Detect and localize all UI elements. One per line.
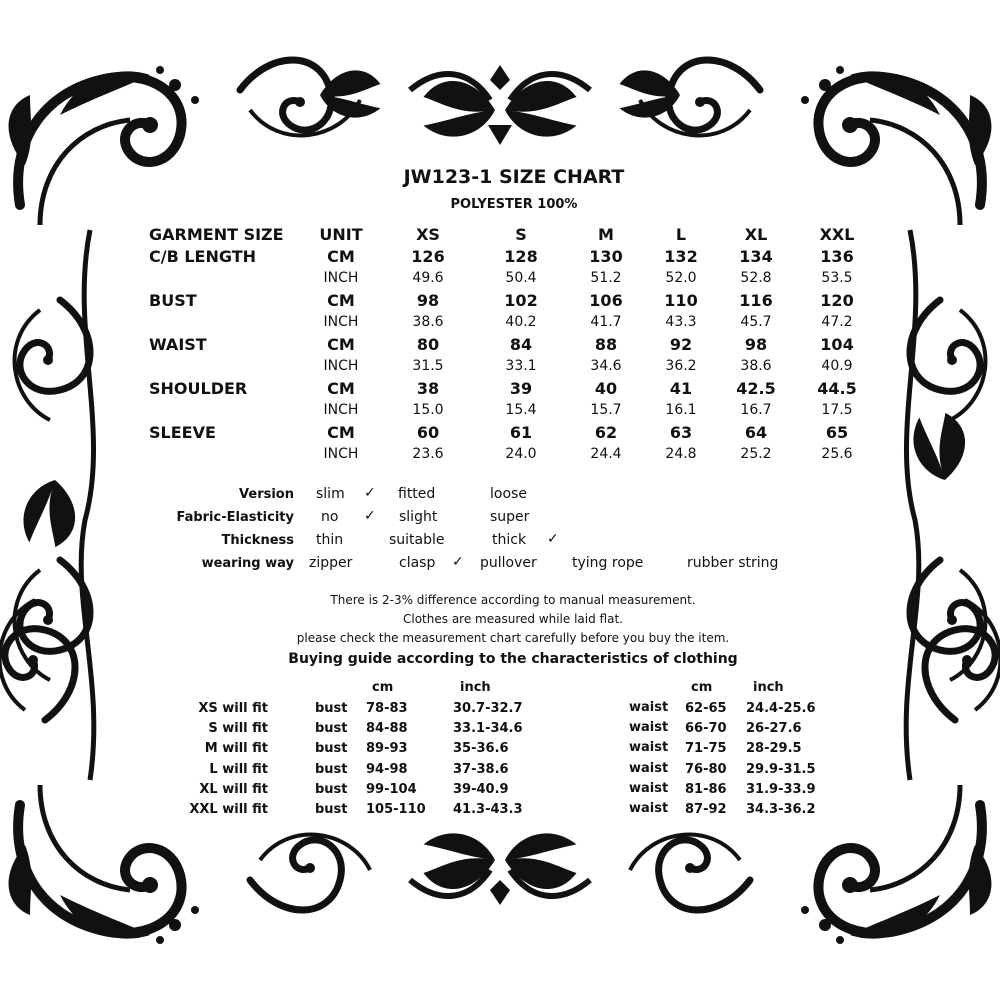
sleeve-cm-l: 63 <box>669 423 693 442</box>
bust-inch-xl: 45.7 <box>740 314 772 330</box>
guide-bust-cm: 84-88 <box>366 721 408 736</box>
guide-bust-cm: 78-83 <box>366 701 408 716</box>
option-version-loose: loose <box>490 486 527 502</box>
guide-waist-inch: 34.3-36.2 <box>746 802 816 817</box>
guide-waist-inch: 28-29.5 <box>746 741 802 756</box>
bust-cm-m: 106 <box>589 291 623 310</box>
unit-inch-c-b-length: INCH <box>323 270 359 286</box>
row-label-waist: WAIST <box>149 335 207 354</box>
sleeve-cm-xs: 60 <box>416 423 440 442</box>
guide-waist-label: waist <box>629 801 669 816</box>
guide-fit-label: M will fit <box>204 741 268 756</box>
option-wearing-way-pullover: pullover <box>480 555 537 571</box>
guide-waist-label: waist <box>629 781 669 796</box>
shoulder-cm-xxl: 44.5 <box>817 379 857 398</box>
guide-bust-cm-header: cm <box>372 680 394 695</box>
bust-inch-m: 41.7 <box>590 314 622 330</box>
option-version-slim: slim <box>316 486 345 502</box>
guide-bust-inch: 33.1-34.6 <box>453 721 523 736</box>
option-wearing-way-rubber-string: rubber string <box>687 555 779 571</box>
shoulder-cm-s: 39 <box>509 379 533 398</box>
feature-label-thickness: Thickness <box>221 533 294 548</box>
bust-inch-xxl: 47.2 <box>821 314 853 330</box>
note-laid-flat: Clothes are measured while laid flat. <box>403 612 623 626</box>
guide-bust-inch: 41.3-43.3 <box>453 802 523 817</box>
guide-bust-cm: 94-98 <box>366 762 408 777</box>
guide-bust-inch: 37-38.6 <box>453 762 509 777</box>
sleeve-cm-s: 61 <box>509 423 533 442</box>
feature-label-version: Version <box>239 487 294 502</box>
c-b-length-inch-l: 52.0 <box>665 270 697 286</box>
guide-bust-cm: 99-104 <box>366 782 417 797</box>
check-mark-icon: ✓ <box>452 554 464 570</box>
sleeve-inch-m: 24.4 <box>590 446 622 462</box>
waist-inch-m: 34.6 <box>590 358 622 374</box>
unit-cm-bust: CM <box>327 291 355 310</box>
note-measurement-difference: There is 2-3% difference according to manual measurement. <box>330 593 696 607</box>
option-version-fitted: fitted <box>398 486 436 502</box>
guide-bust-label: bust <box>315 802 348 817</box>
c-b-length-inch-xxl: 53.5 <box>821 270 853 286</box>
guide-waist-cm: 66-70 <box>685 721 727 736</box>
waist-cm-l: 92 <box>669 335 693 354</box>
bust-cm-xxl: 120 <box>820 291 854 310</box>
waist-inch-l: 36.2 <box>665 358 697 374</box>
sleeve-inch-xs: 23.6 <box>412 446 444 462</box>
c-b-length-cm-xxl: 136 <box>820 247 854 266</box>
guide-waist-inch: 31.9-33.9 <box>746 782 816 797</box>
option-fabric-elasticity-no: no <box>321 509 339 525</box>
guide-bust-label: bust <box>315 741 348 756</box>
header-garment-size: GARMENT SIZE <box>149 225 284 244</box>
c-b-length-inch-xl: 52.8 <box>740 270 772 286</box>
sleeve-cm-xxl: 65 <box>825 423 849 442</box>
feature-label-fabric-elasticity: Fabric-Elasticity <box>176 510 294 525</box>
bust-inch-xs: 38.6 <box>412 314 444 330</box>
guide-fit-label: XL will fit <box>199 782 268 797</box>
header-size-xl: XL <box>744 225 768 244</box>
feature-label-wearing-way: wearing way <box>201 556 294 571</box>
c-b-length-cm-xs: 126 <box>411 247 445 266</box>
unit-inch-waist: INCH <box>323 358 359 374</box>
bust-inch-l: 43.3 <box>665 314 697 330</box>
waist-inch-xxl: 40.9 <box>821 358 853 374</box>
shoulder-inch-m: 15.7 <box>590 402 622 418</box>
note-check-chart: please check the measurement chart carefully before you buy the item. <box>296 631 730 645</box>
c-b-length-inch-xs: 49.6 <box>412 270 444 286</box>
guide-fit-label: XXL will fit <box>189 802 268 817</box>
sleeve-inch-s: 24.0 <box>505 446 537 462</box>
waist-inch-xs: 31.5 <box>412 358 444 374</box>
guide-waist-cm-header: cm <box>691 680 713 695</box>
guide-fit-label: L will fit <box>209 762 268 777</box>
header-size-xxl: XXL <box>819 225 855 244</box>
bust-cm-s: 102 <box>504 291 538 310</box>
row-label-c-b-length: C/B LENGTH <box>149 247 257 266</box>
option-thickness-thin: thin <box>316 532 344 548</box>
guide-bust-inch: 39-40.9 <box>453 782 509 797</box>
option-wearing-way-zipper: zipper <box>309 555 353 571</box>
bust-cm-xl: 116 <box>739 291 773 310</box>
header-size-xs: XS <box>416 225 440 244</box>
c-b-length-cm-l: 132 <box>664 247 698 266</box>
shoulder-inch-xl: 16.7 <box>740 402 772 418</box>
waist-inch-s: 33.1 <box>505 358 537 374</box>
guide-waist-label: waist <box>629 740 669 755</box>
guide-waist-inch: 26-27.6 <box>746 721 802 736</box>
guide-bust-label: bust <box>315 782 348 797</box>
shoulder-cm-l: 41 <box>669 379 693 398</box>
unit-inch-shoulder: INCH <box>323 402 359 418</box>
sleeve-cm-xl: 64 <box>744 423 768 442</box>
option-thickness-thick: thick <box>492 532 527 548</box>
shoulder-cm-xl: 42.5 <box>736 379 776 398</box>
guide-waist-inch: 29.9-31.5 <box>746 762 816 777</box>
guide-waist-cm: 71-75 <box>685 741 727 756</box>
option-fabric-elasticity-super: super <box>490 509 530 525</box>
bust-cm-xs: 98 <box>416 291 440 310</box>
unit-cm-c-b-length: CM <box>327 247 355 266</box>
waist-cm-xl: 98 <box>744 335 768 354</box>
waist-cm-xs: 80 <box>416 335 440 354</box>
row-label-bust: BUST <box>149 291 197 310</box>
shoulder-inch-xxl: 17.5 <box>821 402 853 418</box>
guide-bust-label: bust <box>315 762 348 777</box>
unit-cm-shoulder: CM <box>327 379 355 398</box>
unit-inch-sleeve: INCH <box>323 446 359 462</box>
unit-inch-bust: INCH <box>323 314 359 330</box>
shoulder-inch-l: 16.1 <box>665 402 697 418</box>
c-b-length-inch-s: 50.4 <box>505 270 537 286</box>
guide-fit-label: S will fit <box>208 721 268 736</box>
guide-waist-inch-header: inch <box>753 680 784 695</box>
shoulder-inch-s: 15.4 <box>505 402 537 418</box>
guide-waist-cm: 81-86 <box>685 782 727 797</box>
check-mark-icon: ✓ <box>364 485 376 501</box>
header-size-m: M <box>598 225 614 244</box>
bust-cm-l: 110 <box>664 291 698 310</box>
guide-waist-label: waist <box>629 720 669 735</box>
fabric-subtitle: POLYESTER 100% <box>450 197 578 212</box>
guide-bust-inch: 30.7-32.7 <box>453 701 523 716</box>
header-size-l: L <box>675 225 687 244</box>
guide-waist-inch: 24.4-25.6 <box>746 701 816 716</box>
unit-cm-waist: CM <box>327 335 355 354</box>
waist-cm-m: 88 <box>594 335 618 354</box>
header-size-s: S <box>515 225 527 244</box>
option-thickness-suitable: suitable <box>389 532 445 548</box>
guide-bust-cm: 105-110 <box>366 802 426 817</box>
waist-cm-xxl: 104 <box>820 335 854 354</box>
guide-waist-cm: 62-65 <box>685 701 727 716</box>
guide-waist-label: waist <box>629 761 669 776</box>
shoulder-cm-xs: 38 <box>416 379 440 398</box>
bust-inch-s: 40.2 <box>505 314 537 330</box>
guide-bust-inch: 35-36.6 <box>453 741 509 756</box>
waist-cm-s: 84 <box>509 335 533 354</box>
check-mark-icon: ✓ <box>547 531 559 547</box>
guide-fit-label: XS will fit <box>198 701 268 716</box>
shoulder-inch-xs: 15.0 <box>412 402 444 418</box>
buying-guide-title: Buying guide according to the characteristics of clothing <box>288 651 738 667</box>
page-title: JW123-1 SIZE CHART <box>403 166 625 188</box>
sleeve-inch-l: 24.8 <box>665 446 697 462</box>
sleeve-inch-xxl: 25.6 <box>821 446 853 462</box>
sleeve-inch-xl: 25.2 <box>740 446 772 462</box>
guide-waist-label: waist <box>629 700 669 715</box>
guide-waist-cm: 87-92 <box>685 802 727 817</box>
option-wearing-way-tying-rope: tying rope <box>572 555 644 571</box>
guide-bust-label: bust <box>315 721 348 736</box>
guide-bust-cm: 89-93 <box>366 741 408 756</box>
shoulder-cm-m: 40 <box>594 379 618 398</box>
option-fabric-elasticity-slight: slight <box>399 509 438 525</box>
row-label-shoulder: SHOULDER <box>149 379 248 398</box>
guide-waist-cm: 76-80 <box>685 762 727 777</box>
unit-cm-sleeve: CM <box>327 423 355 442</box>
guide-bust-label: bust <box>315 701 348 716</box>
c-b-length-cm-s: 128 <box>504 247 538 266</box>
row-label-sleeve: SLEEVE <box>149 423 216 442</box>
guide-bust-inch-header: inch <box>460 680 491 695</box>
option-wearing-way-clasp: clasp <box>399 555 436 571</box>
sleeve-cm-m: 62 <box>594 423 618 442</box>
check-mark-icon: ✓ <box>364 508 376 524</box>
c-b-length-cm-xl: 134 <box>739 247 773 266</box>
header-unit: UNIT <box>319 225 363 244</box>
c-b-length-cm-m: 130 <box>589 247 623 266</box>
c-b-length-inch-m: 51.2 <box>590 270 622 286</box>
waist-inch-xl: 38.6 <box>740 358 772 374</box>
